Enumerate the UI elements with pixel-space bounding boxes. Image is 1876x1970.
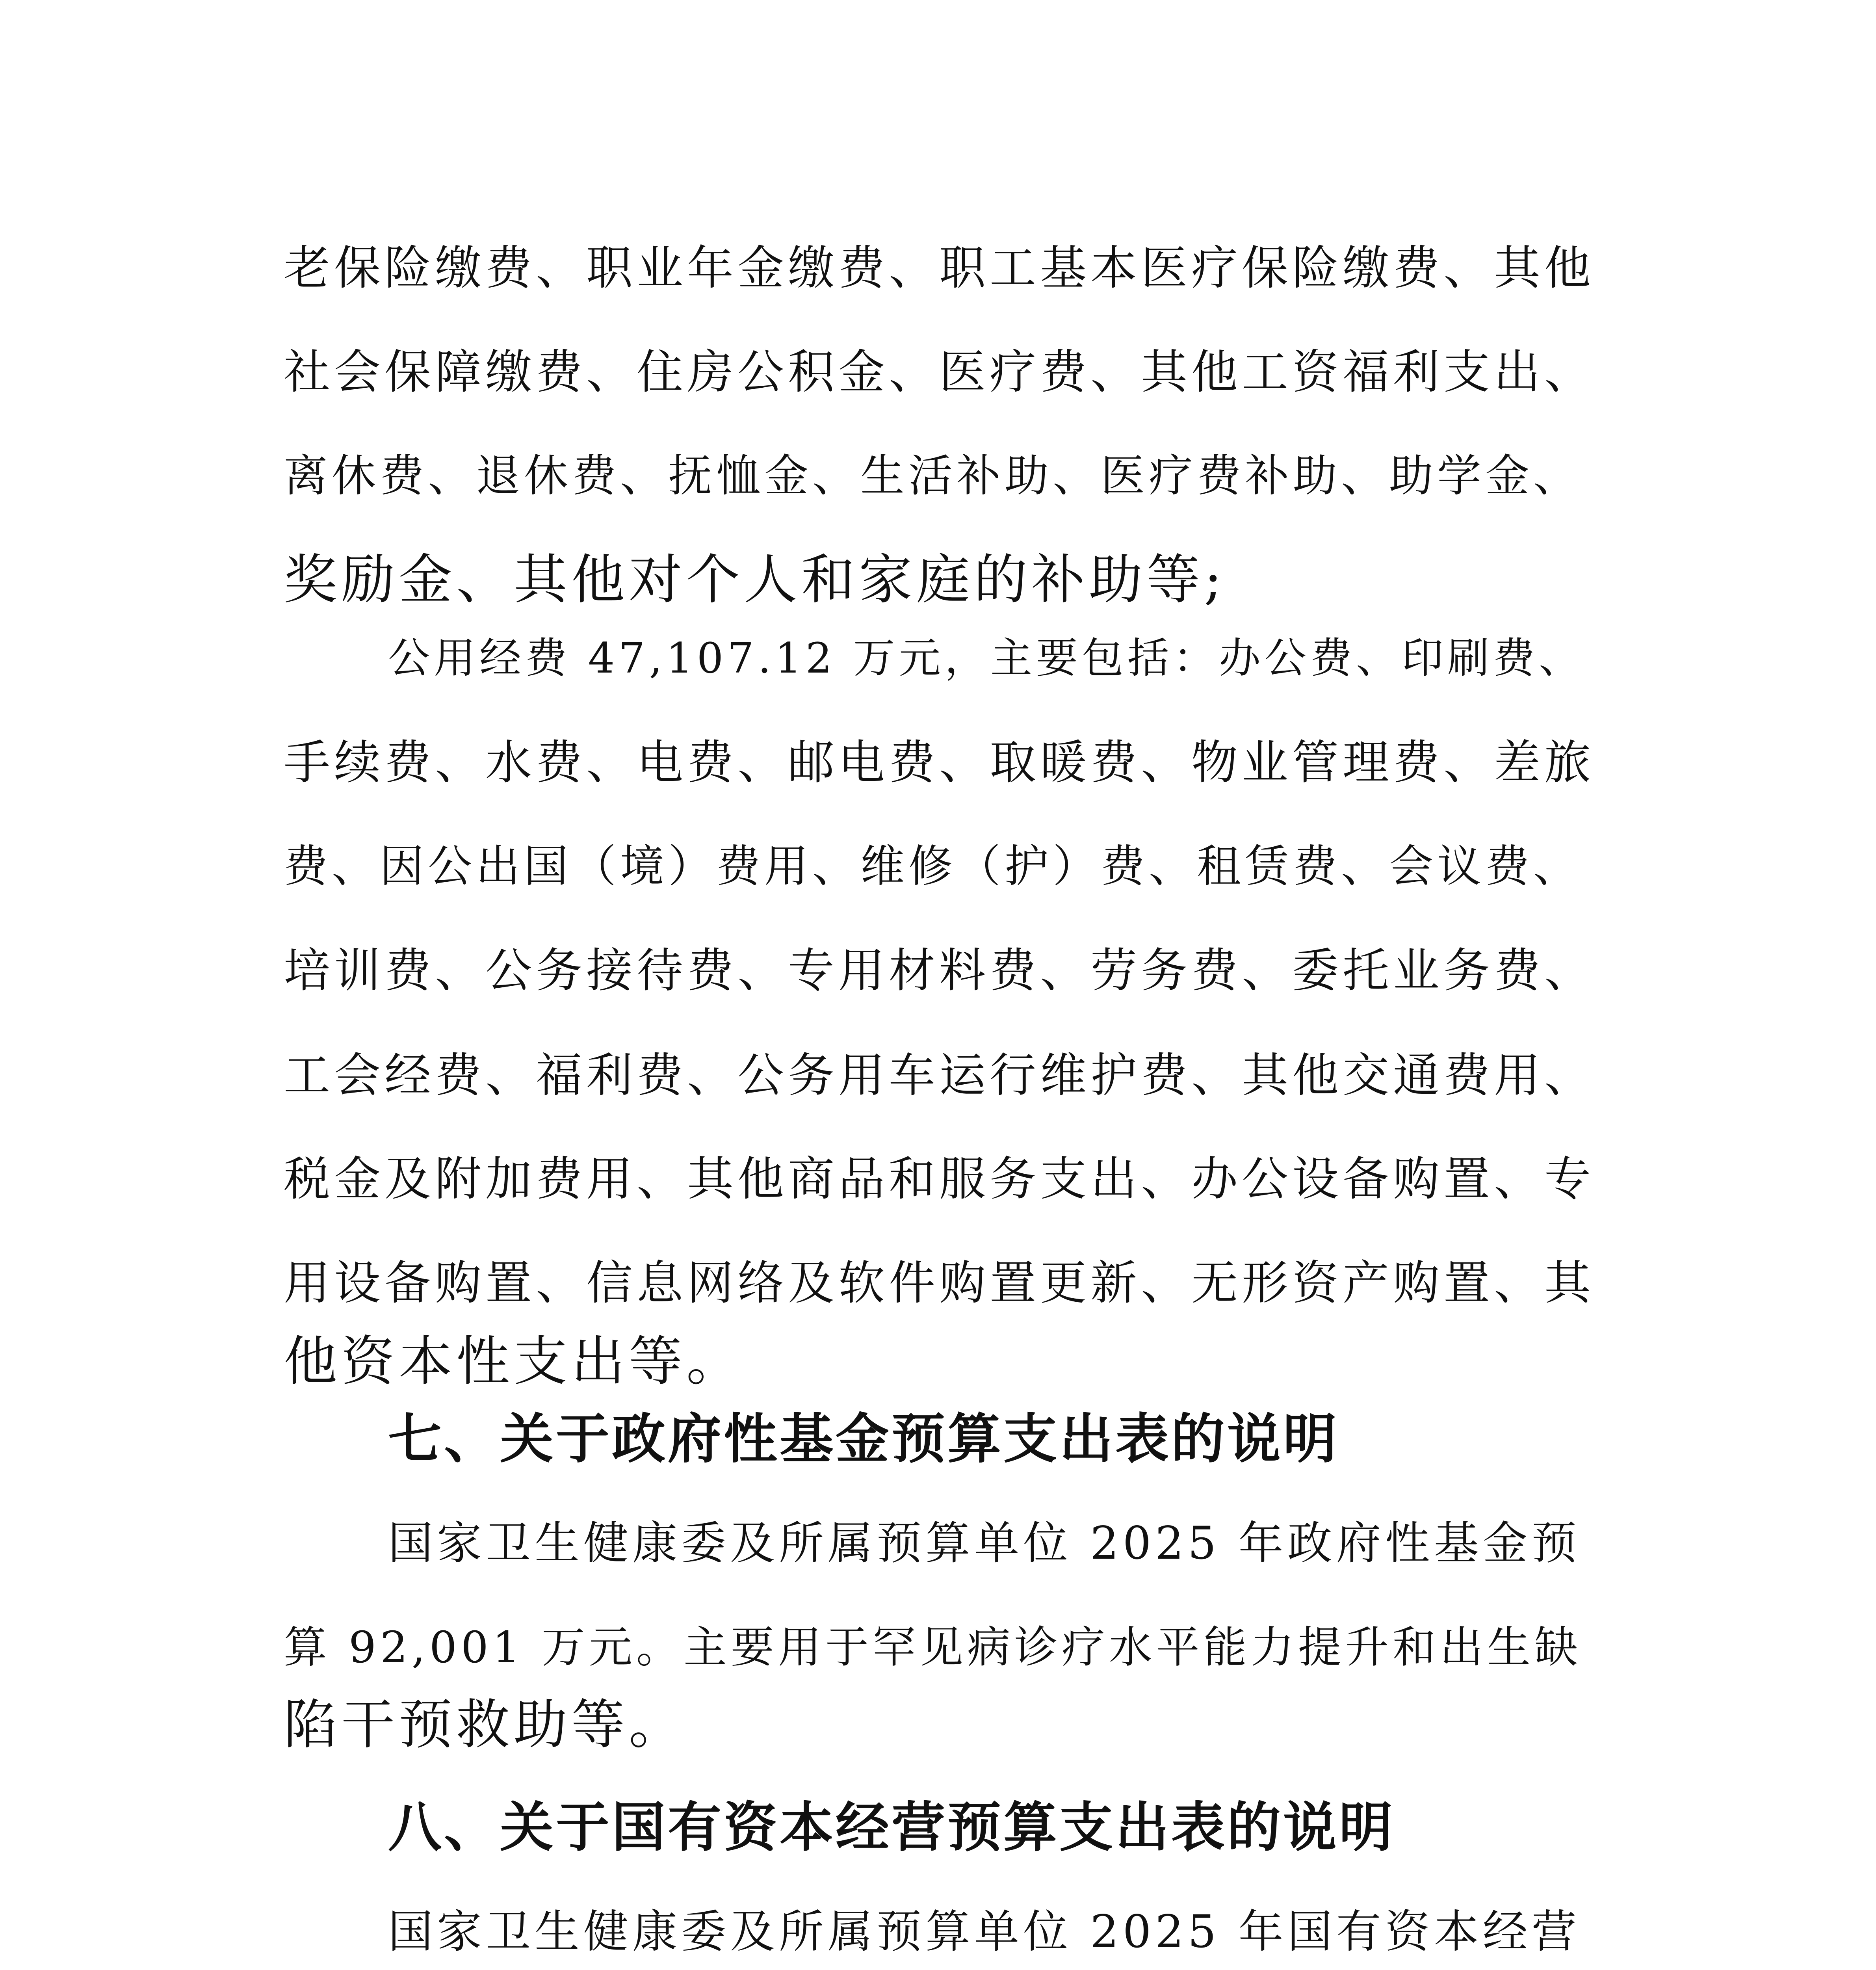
- body-text-line: 离休费、退休费、抚恤金、生活补助、医疗费补助、助学金、: [284, 450, 1581, 502]
- body-text-line: 国家卫生健康委及所属预算单位 2025 年国有资本经营: [388, 1905, 1581, 1958]
- body-text-line: 老保险缴费、职业年金缴费、职工基本医疗保险缴费、其他: [284, 241, 1595, 295]
- body-text-line: 算 92,001 万元。主要用于罕见病诊疗水平能力提升和出生缺: [284, 1622, 1582, 1673]
- body-text-line: 培训费、公务接待费、专用材料费、劳务费、委托业务费、: [284, 943, 1595, 998]
- body-text-line: 工会经费、福利费、公务用车运行维护费、其他交通费用、: [284, 1048, 1595, 1102]
- body-text-line: 陷干预救助等。: [284, 1694, 686, 1756]
- body-text-line: 公用经费 47,107.12 万元，主要包括：办公费、印刷费、: [388, 634, 1584, 682]
- body-text-line: 社会保障缴费、住房公积金、医疗费、其他工资福利支出、: [284, 345, 1595, 399]
- section-heading-7: 七、关于政府性基金预算支出表的说明: [388, 1408, 1339, 1470]
- body-text-line: 奖励金、其他对个人和家庭的补助等;: [284, 549, 1226, 611]
- body-text-line: 费、因公出国（境）费用、维修（护）费、租赁费、会议费、: [284, 841, 1581, 892]
- body-text-line: 用设备购置、信息网络及软件购置更新、无形资产购置、其: [284, 1256, 1595, 1310]
- body-text-line: 国家卫生健康委及所属预算单位 2025 年政府性基金预: [388, 1517, 1581, 1569]
- body-text-line: 手续费、水费、电费、邮电费、取暖费、物业管理费、差旅: [284, 735, 1595, 790]
- body-text-line: 税金及附加费用、其他商品和服务支出、办公设备购置、专: [284, 1152, 1595, 1206]
- body-text-line: 他资本性支出等。: [284, 1331, 744, 1393]
- section-heading-8: 八、关于国有资本经营预算支出表的说明: [388, 1797, 1395, 1859]
